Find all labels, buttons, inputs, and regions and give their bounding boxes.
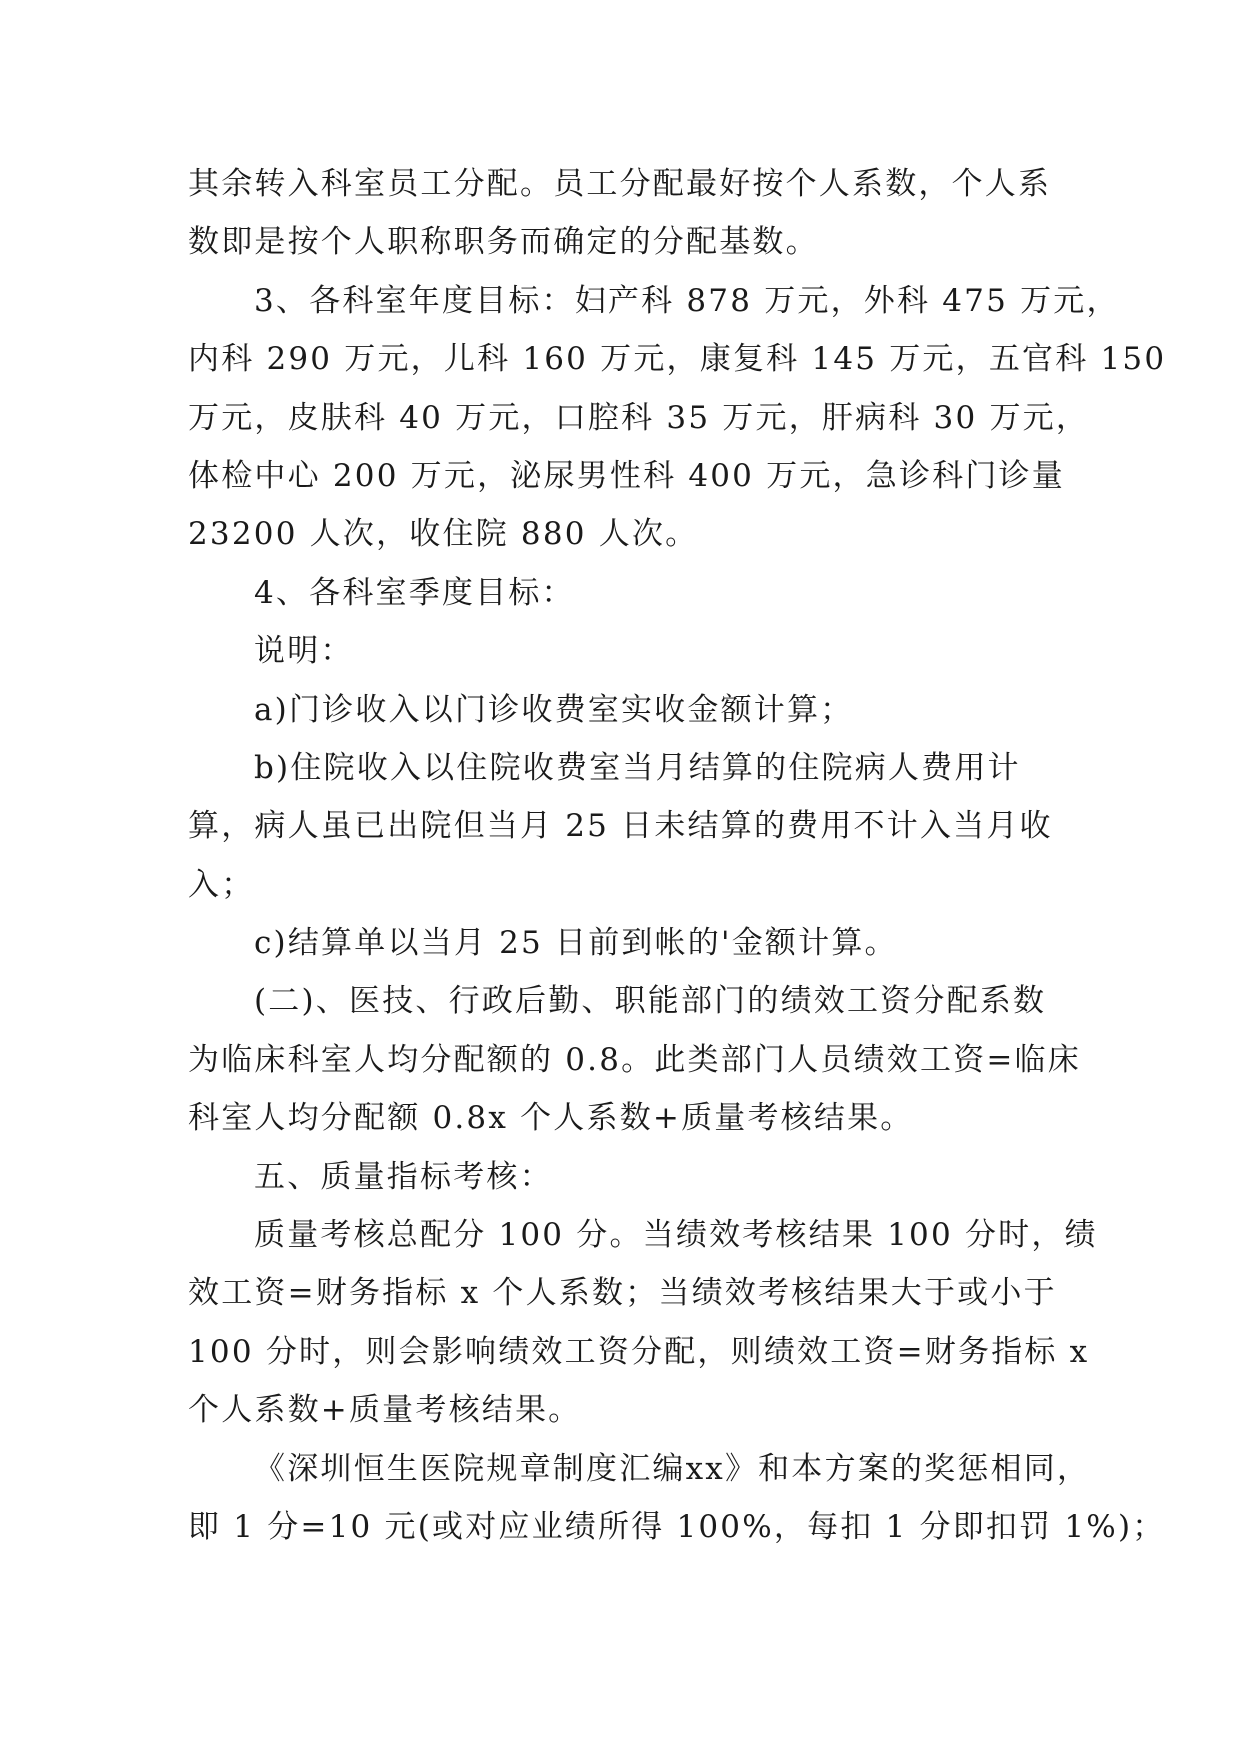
text-line: 个人系数+质量考核结果。 — [188, 1392, 582, 1429]
text-line: b)住院收入以住院收费室当月结算的住院病人费用计 — [254, 749, 1021, 786]
document-body — [188, 155, 1167, 1556]
text-line: 科室人均分配额 0.8x 个人系数+质量考核结果。 — [188, 1100, 914, 1137]
text-line: 质量考核总配分 100 分。当绩效考核结果 100 分时，绩 — [254, 1217, 1098, 1254]
text-line: 4、各科室季度目标： — [254, 574, 575, 611]
text-line: 100 分时，则会影响绩效工资分配，则绩效工资=财务指标 x — [188, 1333, 1090, 1370]
text-line: 算，病人虽已出院但当月 25 日未结算的费用不计入当月收 — [188, 808, 1053, 845]
text-line: 效工资=财务指标 x 个人系数；当绩效考核结果大于或小于 — [188, 1275, 1057, 1312]
text-line: 即 1 分=10 元(或对应业绩所得 100%，每扣 1 分即扣罚 1%)； — [188, 1508, 1166, 1545]
text-line: 五、质量指标考核： — [254, 1158, 553, 1195]
text-line: 3、各科室年度目标：妇产科 878 万元，外科 475 万元， — [254, 282, 1120, 319]
text-line: (二)、医技、行政后勤、职能部门的绩效工资分配系数 — [254, 983, 1047, 1020]
text-line: c)结算单以当月 25 日前到帐的'金额计算。 — [254, 925, 898, 962]
text-line: 万元，皮肤科 40 万元，口腔科 35 万元，肝病科 30 万元， — [188, 399, 1090, 436]
text-line: 数即是按个人职称职务而确定的分配基数。 — [188, 224, 819, 261]
text-line: 23200 人次，收住院 880 人次。 — [188, 516, 699, 553]
text-line: 其余转入科室员工分配。员工分配最好按个人系数，个人系 — [188, 166, 1052, 202]
text-line: 说明： — [254, 633, 354, 670]
text-line: 体检中心 200 万元，泌尿男性科 400 万元，急诊科门诊量 — [188, 457, 1065, 494]
text-line: 入； — [188, 866, 255, 903]
text-line: 为临床科室人均分配额的 0.8。此类部门人员绩效工资=临床 — [188, 1041, 1081, 1078]
text-line: 《深圳恒生医院规章制度汇编xx》和本方案的奖惩相同， — [254, 1450, 1091, 1487]
text-line: a)门诊收入以门诊收费室实收金额计算； — [254, 691, 854, 728]
text-line: 内科 290 万元，儿科 160 万元，康复科 145 万元，五官科 150 — [188, 341, 1167, 378]
